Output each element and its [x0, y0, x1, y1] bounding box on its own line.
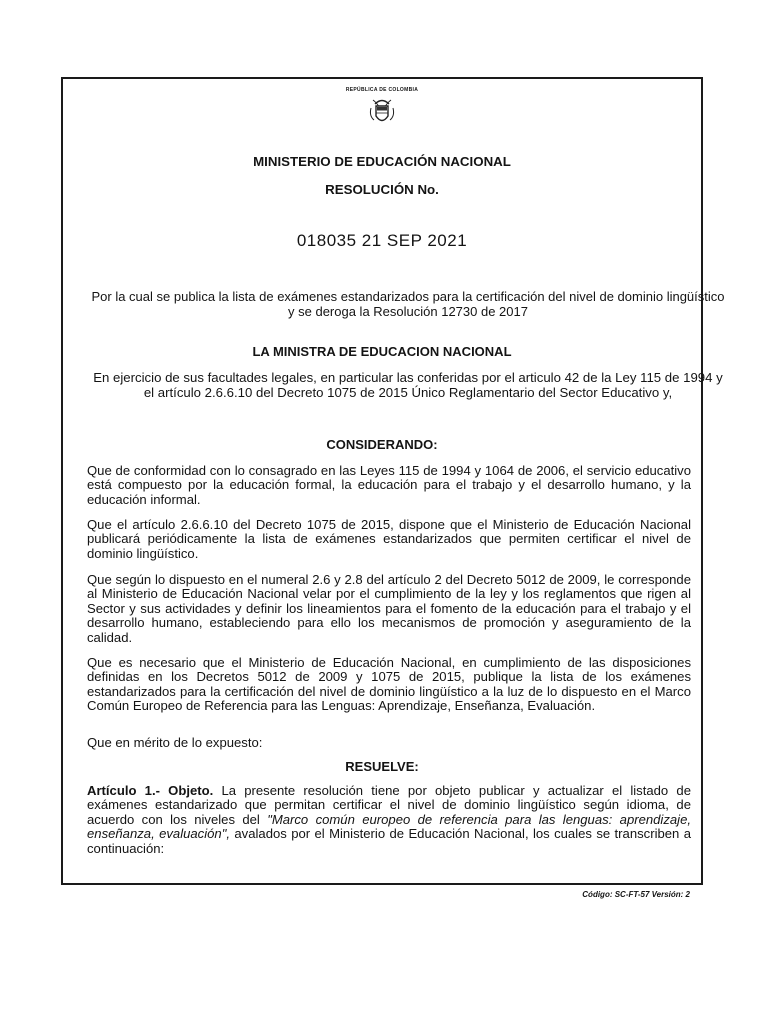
- resolves-heading: RESUELVE:: [345, 759, 419, 774]
- considering-paragraph-2: Que el artículo 2.6.6.10 del Decreto 1075 de 2015, dispone que el Ministerio de Educación Nacional publicará periódicamente la lista de exámenes estandarizados que permiten certificar el nivel de dominio lingüístico.: [87, 517, 691, 561]
- resolution-subject: Por la cual se publica la lista de exámenes estandarizados para la certificación del nivel de dominio lingüístico y se deroga la Resolución 12730 de 2017: [91, 289, 725, 319]
- authority-title: LA MINISTRA DE EDUCACION NACIONAL: [252, 344, 512, 359]
- article-1-text: La presente resolución tiene por objeto publicar y actualizar el listado de exámenes estandarizado que permitan certificar el nivel de dominio lingüístico según idioma, de acuerdo con los niveles del: [87, 783, 691, 827]
- ministry-heading: MINISTERIO DE EDUCACIÓN NACIONAL: [253, 154, 511, 169]
- republic-label: REPÚBLICA DE COLOMBIA: [345, 87, 419, 93]
- resolution-label: RESOLUCIÓN No.: [325, 182, 439, 197]
- considering-paragraph-3: Que según lo dispuesto en el numeral 2.6 y 2.8 del artículo 2 del Decreto 5012 de 2009, le corresponde al Ministerio de Educación Nacional velar por el cumplimiento de la ley y los reglamentos que rigen al Sector y sus actividades y definir los lineamientos para el fomento de la educación para el trabajo y el desarrollo humano, estableciendo para ello los mecanismos de promoción y aseguramiento de la calidad.: [87, 572, 691, 645]
- considering-paragraph-5: Que en mérito de lo expuesto:: [87, 735, 263, 750]
- considering-paragraph-4: Que es necesario que el Ministerio de Educación Nacional, en cumplimiento de las disposiciones definidas en los Decretos 5012 de 2009 y 1075 de 2015, publique la lista de los exámenes estandarizados para la certificación del nivel de dominio lingüístico a la luz de lo dispuesto en el Marco Común Europeo de Referencia para las Lenguas: Aprendizaje, Enseñanza, Evaluación.: [87, 655, 691, 714]
- resolution-number: 018035 21 SEP 2021: [296, 231, 468, 250]
- authority-powers: En ejercicio de sus facultades legales, en particular las conferidas por el articulo 42 de la Ley 115 de 1994 y el artículo 2.6.6.10 del Decreto 1075 de 2015 Único Reglamentario del Sector Educativo y,: [93, 370, 723, 400]
- article-1-title: Artículo 1.- Objeto.: [87, 783, 214, 798]
- document-code: Código: SC-FT-57 Versión: 2: [582, 890, 690, 899]
- article-1: [87, 784, 691, 856]
- considering-paragraph-1: Que de conformidad con lo consagrado en las Leyes 115 de 1994 y 1064 de 2006, el servicio educativo está compuesto por la educación formal, la educación para el trabajo y el desarrollo humano, y la educación informal.: [87, 463, 691, 507]
- article-1-text-end: avalados por el Ministerio de Educación Nacional, los cuales se transcriben a continuación:: [87, 826, 691, 856]
- article-1-quote: "Marco común europeo de referencia para las lenguas: aprendizaje, enseñanza, evaluación",: [87, 811, 691, 842]
- document-page: [61, 77, 725, 885]
- considering-heading: CONSIDERANDO:: [326, 437, 438, 452]
- coat-of-arms-icon: [365, 94, 399, 128]
